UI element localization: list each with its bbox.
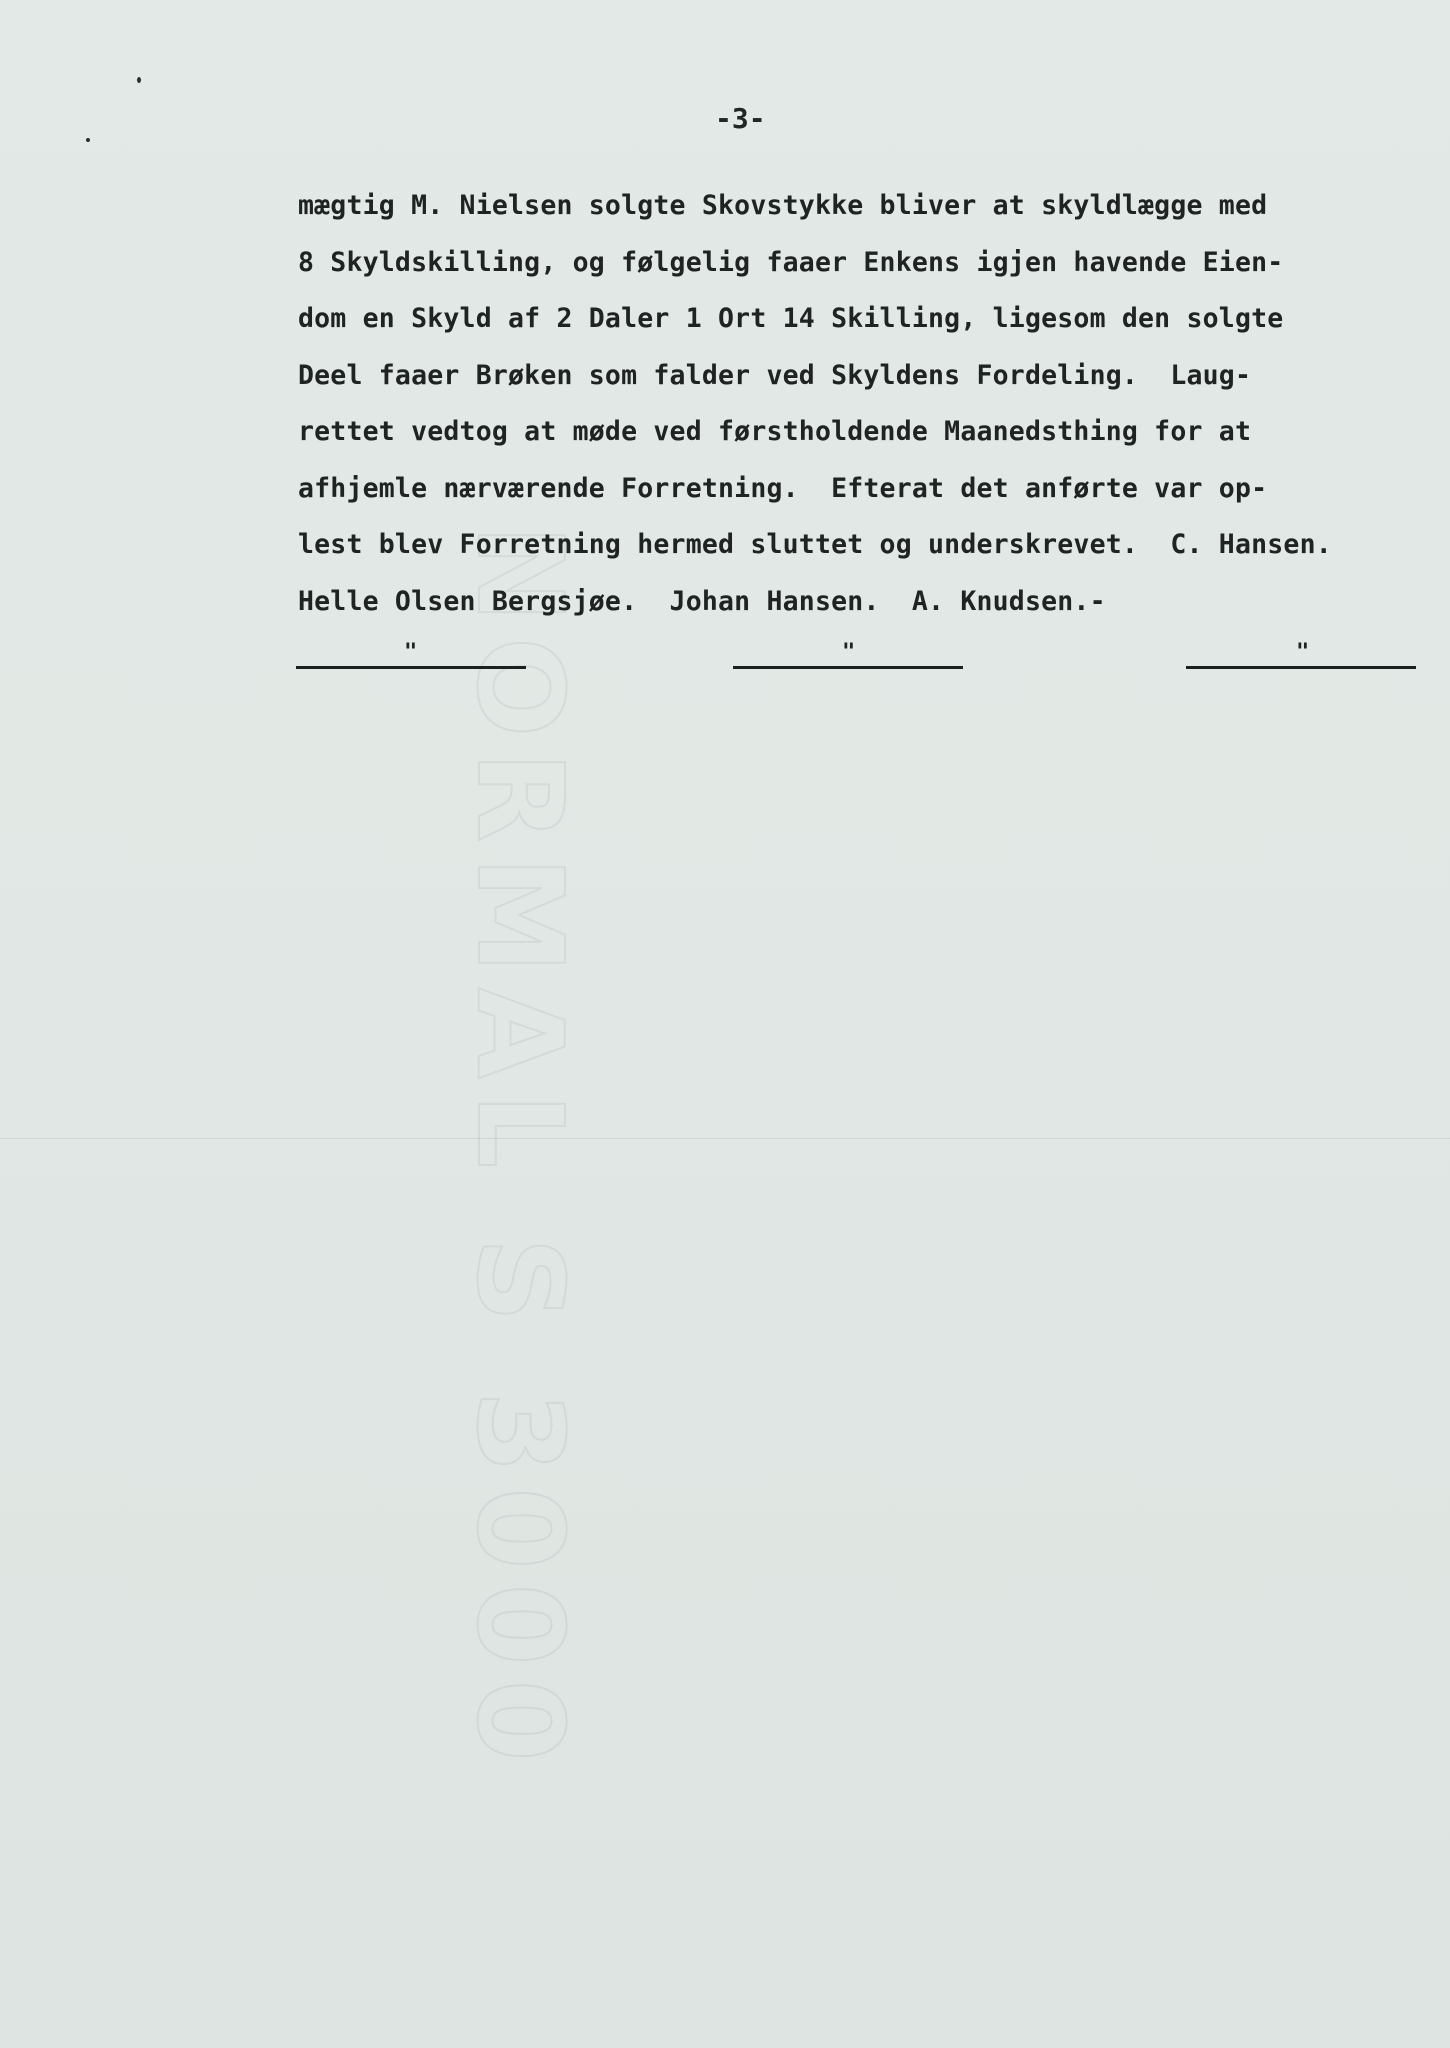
ink-speck <box>137 77 141 83</box>
text-line: 8 Skyldskilling, og følgelig faaer Enkens igjen havende Eien- <box>298 246 1284 278</box>
paper-watermark: NORMAL S 3000 <box>451 524 589 1776</box>
separator-rule <box>296 666 526 669</box>
paper-fold-line <box>0 1138 1450 1139</box>
separator-rule <box>1186 666 1416 669</box>
text-line: lest blev Forretning hermed sluttet og underskrevet. C. Hansen. <box>298 529 1332 560</box>
text-line: dom en Skyld af 2 Daler 1 Ort 14 Skilling, ligesom den solgte <box>298 303 1284 334</box>
separator-rule <box>733 666 963 669</box>
ink-speck <box>86 138 90 142</box>
ditto-mark: " <box>404 640 418 665</box>
text-line: afhjemle nærværende Forretning. Efterat det anførte var op- <box>298 472 1268 504</box>
typed-body-text <box>298 178 1428 630</box>
ditto-mark: " <box>842 640 856 665</box>
page-number: -3- <box>715 102 766 135</box>
ditto-mark: " <box>1296 640 1310 665</box>
text-line: rettet vedtog at møde ved førstholdende Maanedsthing for at <box>298 416 1252 447</box>
text-line: Deel faaer Brøken som falder ved Skyldens Fordeling. Laug- <box>298 359 1252 391</box>
text-line: mægtig M. Nielsen solgte Skovstykke bliver at skyldlægge med <box>298 190 1268 221</box>
text-line: Helle Olsen Bergsjøe. Johan Hansen. A. Knudsen.- <box>298 585 1106 617</box>
